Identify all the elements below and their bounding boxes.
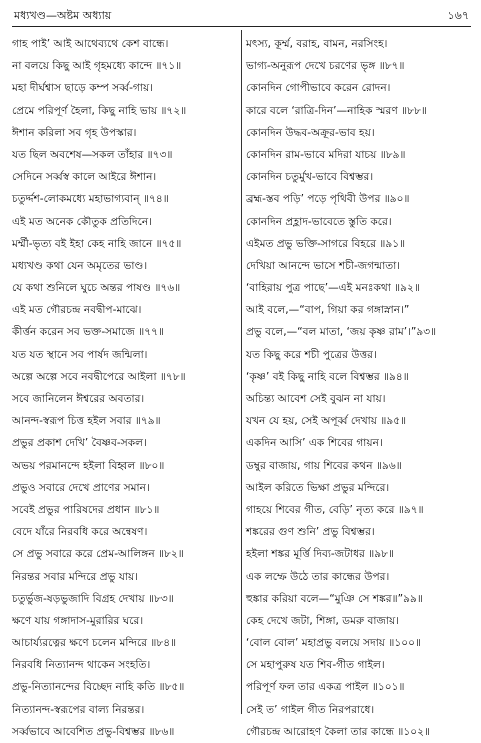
verse-line: ‘কৃষ্ণ’ বই কিছু নাহি বলে বিশ্বম্ভর ॥৯৪॥ [246,370,409,383]
verse-line: বেদে যাঁরে নিরবধি করে অন্বেষণ। [12,526,148,539]
verse-line: কোনদিন উদ্ধব-অক্রূর-ভাব হয়। [246,126,375,139]
verse-line: নিত্যানন্দ-স্বরূপের বাল্য নিরন্তর। [12,703,145,716]
verse-line: আইল করিতে ভিক্ষা প্রভুর মন্দিরে। [246,481,390,494]
verse-line: অচিন্ত্য আবেশ সেই বুঝন না যায়। [246,393,386,405]
verse-line: অভয় পরমানন্দে হইলা বিহ্বল ॥৮০॥ [12,459,165,472]
verse-line: সে মহাপুরুষ যত শিব-গীত গাইল। [246,659,385,672]
header-rule [12,26,471,27]
verse-line: মধ্যখণ্ড কথা যেন অমৃতের ভাণ্ড। [12,259,148,272]
verse-line: মর্ম্মী-ভৃত্য বই ইহা কেহ নাহি জানে ॥৭৫॥ [12,237,182,250]
verse-line: আচার্য্যরত্নের ক্ষণে চলেন মন্দিরে ॥৮৪॥ [12,637,177,650]
verse-line: যখন যে হয়, সেই অপূর্ব্ব দেখায় ॥৯৫॥ [246,415,407,428]
verse-line: কোনদিন চতুর্মুখ-ভাবে বিশ্বম্ভর। [246,171,374,184]
verse-line: যত যত স্থানে সব পার্ষদ জন্মিলা। [12,348,148,361]
verse-line: প্রেমে পরিপূর্ণ হৈলা, কিছু নাহি ভায় ॥৭২॥ [12,104,187,117]
verse-line: সর্ব্বভাবে আবেশিত প্রভু-বিশ্বম্ভর ॥৮৬॥ [12,725,175,738]
verse-line: ‘বাহিরায় পুত্র পাছে’—এই মনঃকথা ॥৯২॥ [246,282,420,295]
verse-line: সবেই প্রভুর পারিষদের প্রধান ॥৮১॥ [12,503,160,516]
verse-line: একদিন আসি’ এক শিবের গায়ন। [246,437,383,450]
page-number: ১৬৭ [447,9,469,22]
verse-line: আনন্দ-স্বরূপ চিত্ত হইল সবার ॥৭৯॥ [12,415,161,428]
verse-line: কেহ দেখে জটা, শিঙ্গা, ডমরু বাজায়। [246,614,399,627]
verse-line: হুঙ্কার করিয়া বলে—“মুঞি সে শঙ্কর॥”৯৯॥ [246,592,423,605]
column-divider [241,30,242,714]
verse-line: চতুর্দ্দশ-লোকমধ্যে মহাভাগ্যবান্ ॥৭৪॥ [12,193,169,206]
verse-line: যে কথা শুনিলে ঘুচে অন্তর পাষণ্ড ॥৭৬॥ [12,282,181,295]
verse-line: ডম্বুর বাজায়, গায় শিবের কথন ॥৯৬॥ [246,459,402,472]
verse-line: চতুর্ভুজ-ষড়ভুজাদি বিগ্রহ দেখায় ॥৮৩॥ [12,592,174,605]
page-header [14,5,469,23]
verse-line: সেদিনে সর্ব্বস্ব কালে আইরে ঈশান। [12,171,157,184]
verse-line: গাহয়ে শিবের গীত, বেড়ি’ নৃত্য করে ॥৯৭॥ [246,503,424,516]
verse-line: কোনদিন প্রহ্লাদ-ভাবেতে স্তুতি করে। [246,215,392,228]
verse-line: ক্ষণে যায় গঙ্গাদাস-মুরারির ঘরে। [12,614,144,627]
verse-line: অল্পে অল্পে সবে নবদ্বীপেরে আইলা ॥৭৮॥ [12,370,186,383]
verse-line: প্রভু-নিত্যানন্দের বিচ্ছেদ নাহি কতি ॥৮৫॥ [12,681,185,694]
verse-line: সেই ত’ গাইল গীত নিরপরাধে। [246,703,375,716]
verse-line: গাহ পাই’ আই আথেব্যথে কেশ বান্ধে। [12,38,169,50]
verse-line: ব্রহ্ম-স্তব পড়ি’ পড়ে পৃথিবী উপর ॥৯০॥ [246,193,410,206]
verse-line: এইমত প্রভু ভক্তি-সাগরে বিহরে ॥৯১॥ [246,237,406,250]
verse-line: সে প্রভু সবারে করে প্রেম-আলিঙ্গন ॥৮২॥ [12,548,184,561]
verse-line: কোনদিন গোপীভাবে করেন রোদন। [246,82,391,95]
verse-line: মৎস্য, কূর্ম্ম, বরাহ, বামন, নরসিংহ। [246,38,388,50]
verse-line: সবে জানিলেন ঈশ্বরের অবতার। [12,393,145,405]
verse-line: মহা দীর্ঘশ্বাস ছাড়ে কম্প সর্ব্ব-গায়। [12,82,153,95]
right-column [246,33,474,743]
verse-line: প্রভু বলে,—“বল মাতা, ‘জয় কৃষ্ণ রাম’।”৯৩॥ [246,326,437,339]
verse-line: দেখিয়া আনন্দে ভাসে শচী-জগন্মাতা। [246,259,401,272]
verse-line: এই মত অনেক কৌতুক প্রতিদিনে। [12,215,152,228]
verse-line: এই মত গৌরচন্দ্র নবদ্বীপ-মাঝে। [12,304,142,317]
verse-line: কীর্ত্তন করেন সব ভক্ত-সমাজে ॥৭৭॥ [12,326,164,339]
verse-line: শঙ্করের গুণ শুনি’ প্রভু বিশ্বম্ভর। [246,526,375,539]
verse-line: নিরন্তর সবার মন্দিরে প্রভু যায়। [12,570,139,583]
verse-line: প্রভুর প্রকাশ দেখি’ বৈষ্ণব-সকল। [12,437,147,450]
verse-line: নিরবধি নিত্যানন্দ থাকেন সংহতি। [12,659,151,672]
verse-line: না বলয়ে কিছু আই গৃহমধ্যে কান্দে ॥৭১॥ [12,60,182,73]
verse-line: ভাগ্য-অনুরূপ দেখে চরণের ভৃঙ্গ ॥৮৭॥ [246,60,405,73]
verse-line: এক লম্ফে উঠে তার কান্ধের উপর। [246,570,390,583]
verse-line: ‘বোল বোল’ মহাপ্রভু বলয়ে সদায় ॥১০০॥ [246,637,422,650]
verse-line: ঈশান করিলা সব গৃহ উপস্কার। [12,126,137,139]
verse-line: পরিপূর্ণ ফল তার একত্র পাইল ॥১০১॥ [246,681,405,694]
running-title: মধ্যখণ্ড—অষ্টম অধ্যায় [14,9,112,22]
left-column [12,33,238,743]
verse-line: যত কিছু করে শচী পুত্রের উত্তর। [246,348,377,361]
verse-line: আই বলে,—“বাপ, গিয়া কর গঙ্গাস্নান।” [246,304,410,317]
verse-line: প্রভুও সবারে দেখে প্রাণের সমান। [12,481,150,494]
verse-line: গৌরচন্দ্র আরোহণ কৈলা তার কান্ধে ॥১০২॥ [246,725,430,738]
verse-line: কোনদিন রাম-ভাবে মদিরা যাচয় ॥৮৯॥ [246,148,406,161]
verse-line: কারে বলে ‘রাত্রি-দিন’—নাহিক স্মরণ ॥৮৮॥ [246,104,427,117]
verse-line: যত ছিল অবশেষ—সকল তাঁহার ॥৭৩॥ [12,148,173,161]
verse-line: হইলা শঙ্কর মূর্ত্তি দিব্য-জটাধর ॥৯৮॥ [246,548,394,561]
